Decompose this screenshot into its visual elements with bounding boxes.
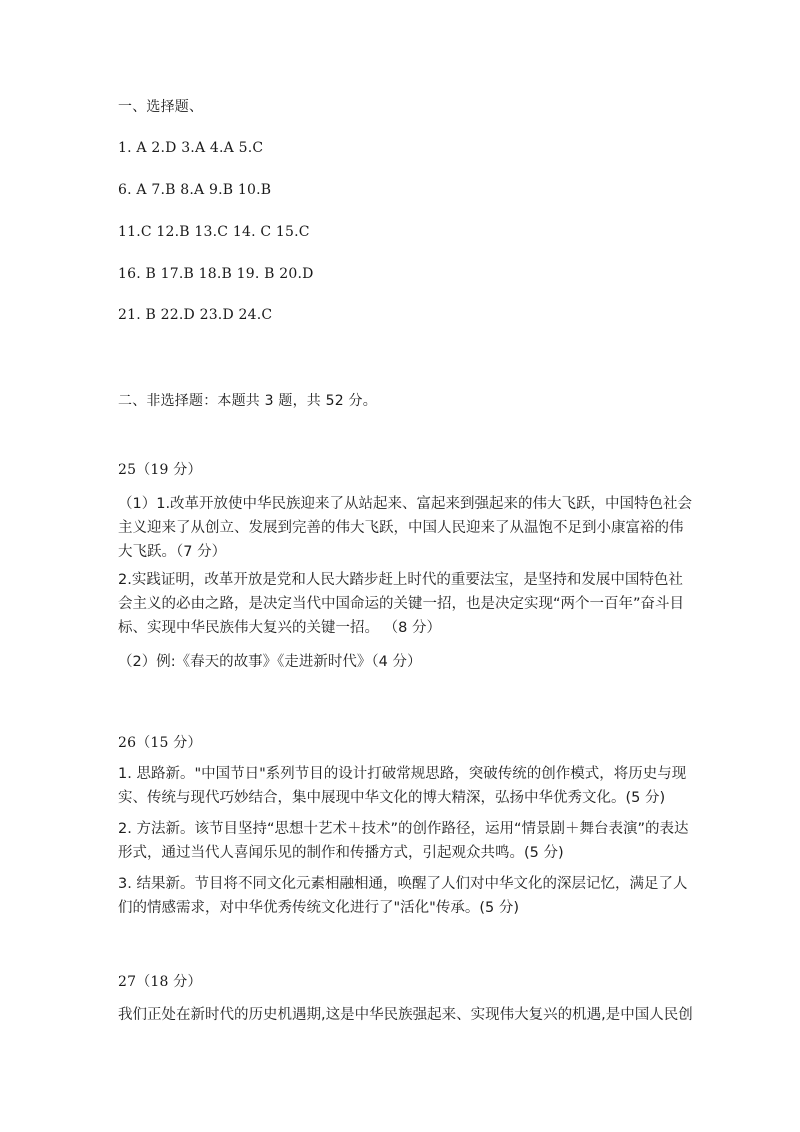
question-27-heading: 27（18 分） bbox=[118, 974, 202, 990]
section-2-title: 二、非选择题：本题共 3 题，共 52 分。 bbox=[118, 393, 377, 409]
answer-row-1: 1. A 2.D 3.A 4.A 5.C bbox=[118, 140, 264, 156]
answer-row-4: 16. B 17.B 18.B 19. B 20.D bbox=[118, 266, 314, 282]
question-25-paragraph-2: 2.实践证明，改革开放是党和人民大踏步赶上时代的重要法宝，是坚持和发展中国特色社会主义的必由之路，是决定当代中国命运的关键一招，也是决定实现“两个一百年”奋斗目标、实现中华民族伟大复兴的关键一招。 （8 分） bbox=[118, 572, 685, 636]
answer-row-3: 11.C 12.B 13.C 14. C 15.C bbox=[118, 224, 310, 240]
question-25-paragraph-1: （1）1.改革开放使中华民族迎来了从站起来、富起来到强起来的伟大飞跃，中国特色社会主义迎来了从创立、发展到完善的伟大飞跃，中国人民迎来了从温饱不足到小康富裕的伟大飞跃。（7 分） bbox=[118, 496, 693, 560]
question-25-paragraph-3: （2）例:《春天的故事》《走进新时代》（4 分） bbox=[118, 654, 422, 670]
question-26-paragraph-1: 1. 思路新。"中国节日"系列节目的设计打破常规思路，突破传统的创作模式，将历史与现实、传统与现代巧妙结合，集中展现中华文化的博大精深，弘扬中华优秀文化。(5 分) bbox=[118, 766, 687, 806]
answer-row-5: 21. B 22.D 23.D 24.C bbox=[118, 307, 273, 323]
question-25-heading: 25（19 分） bbox=[118, 462, 202, 478]
question-26-paragraph-3: 3. 结果新。节目将不同文化元素相融相通，唤醒了人们对中华文化的深层记忆，满足了人们的情感需求，对中华优秀传统文化进行了"活化"传承。(5 分) bbox=[118, 876, 688, 916]
answer-row-2: 6. A 7.B 8.A 9.B 10.B bbox=[118, 182, 272, 198]
section-1-title: 一、选择题、 bbox=[118, 99, 204, 115]
question-27-paragraph-1: 我们正处在新时代的历史机遇期,这是中华民族强起来、实现伟大复兴的机遇,是中国人民创 bbox=[118, 1007, 693, 1023]
question-26-heading: 26（15 分） bbox=[118, 735, 202, 751]
question-26-paragraph-2: 2. 方法新。该节目坚持“思想十艺术＋技术”的创作路径，运用“情景剧＋舞台表演”的表达形式，通过当代人喜闻乐见的制作和传播方式，引起观众共鸣。(5 分) bbox=[118, 821, 689, 861]
